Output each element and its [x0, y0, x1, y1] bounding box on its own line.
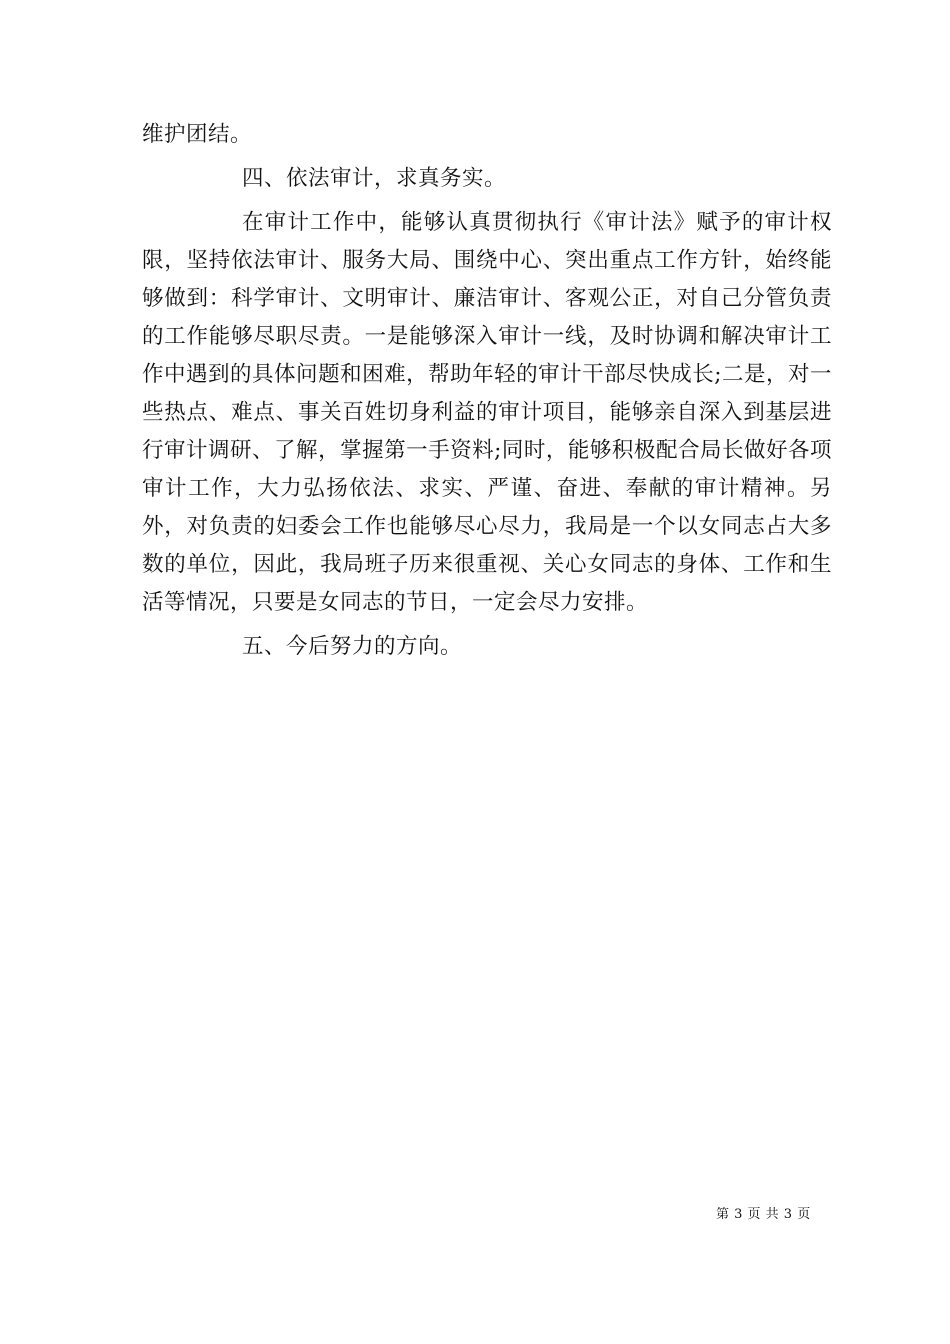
section-heading-five: 五、今后努力的方向。	[242, 634, 463, 659]
document-body	[142, 116, 832, 672]
paragraph-audit-work: 在审计工作中，能够认真贯彻执行《审计法》赋予的审计权限，坚持依法审计、服务大局、围绕中心、突出重点工作方针，始终能够做到：科学审计、文明审计、廉洁审计、客观公正，对自己分管负责的工作能够尽职尽责。一是能够深入审计一线，及时协调和解决审计工作中遇到的具体问题和困难，帮助年轻的审计干部尽快成长;二是，对一些热点、难点、事关百姓切身利益的审计项目，能够亲自深入到基层进行审计调研、了解，掌握第一手资料;同时，能够积极配合局长做好各项审计工作，大力弘扬依法、求实、严谨、奋进、奉献的审计精神。另外，对负责的妇委会工作也能够尽心尽力，我局是一个以女同志占大多数的单位，因此，我局班子历来很重视、关心女同志的身体、工作和生活等情况，只要是女同志的节日，一定会尽力安排。	[142, 210, 832, 615]
page-number-footer: 第 3 页 共 3 页	[716, 1207, 811, 1222]
section-heading-four: 四、依法审计，求真务实。	[242, 166, 507, 191]
paragraph-continuation: 维护团结。	[142, 122, 253, 147]
